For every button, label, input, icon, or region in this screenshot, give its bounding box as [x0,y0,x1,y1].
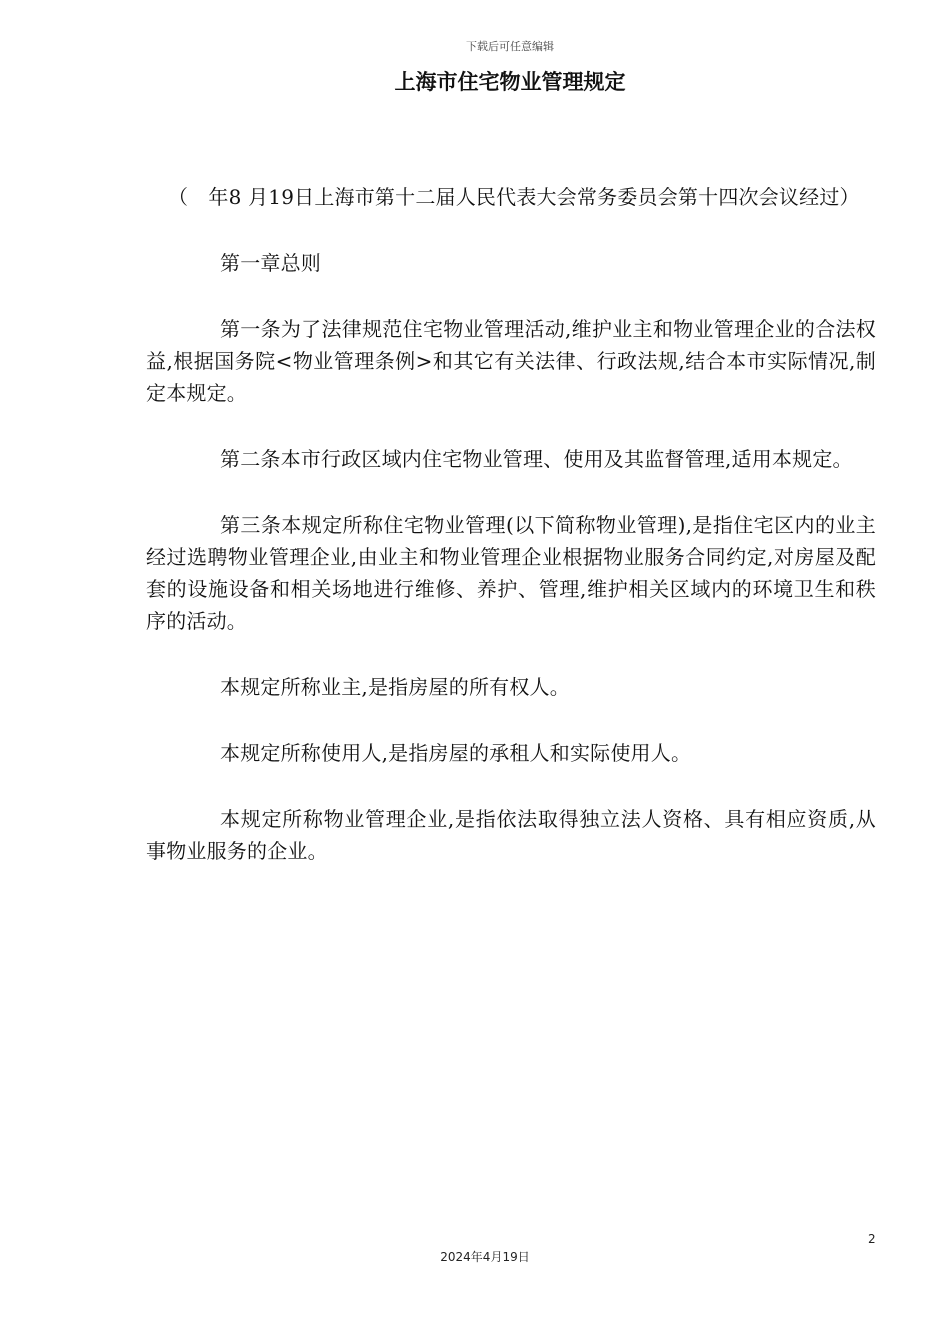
article-3: 第三条本规定所称住宅物业管理(以下简称物业管理),是指住宅区内的业主经过选聘物业管理企业,由业主和物业管理企业根据物业服务合同约定,对房屋及配套的设施设备和相关场地进行维修、养护、管理,维护相关区域内的环境卫生和秩序的活动。 [146,513,876,633]
document-body [146,181,876,901]
definition-enterprise: 本规定所称物业管理企业,是指依法取得独立法人资格、具有相应资质,从事物业服务的企业。 [146,807,876,863]
definition-owner: 本规定所称业主,是指房屋的所有权人。 [220,675,570,699]
article-2: 第二条本市行政区域内住宅物业管理、使用及其监督管理,适用本规定。 [220,447,853,471]
article-1: 第一条为了法律规范住宅物业管理活动,维护业主和物业管理企业的合法权益,根据国务院<物业管理条例>和其它有关法律、行政法规,结合本市实际情况,制定本规定。 [146,317,876,405]
header-note: 下载后可任意编辑 [466,40,554,53]
chapter-heading: 第一章总则 [220,251,321,275]
document-title: 上海市住宅物业管理规定 [394,70,626,94]
footer-date: 2024年4月19日 [440,1250,530,1264]
preamble: （ 年8 月19日上海市第十二届人民代表大会常务委员会第十四次会议经过） [168,185,860,209]
page-number: 2 [868,1232,876,1246]
definition-user: 本规定所称使用人,是指房屋的承租人和实际使用人。 [220,741,692,765]
